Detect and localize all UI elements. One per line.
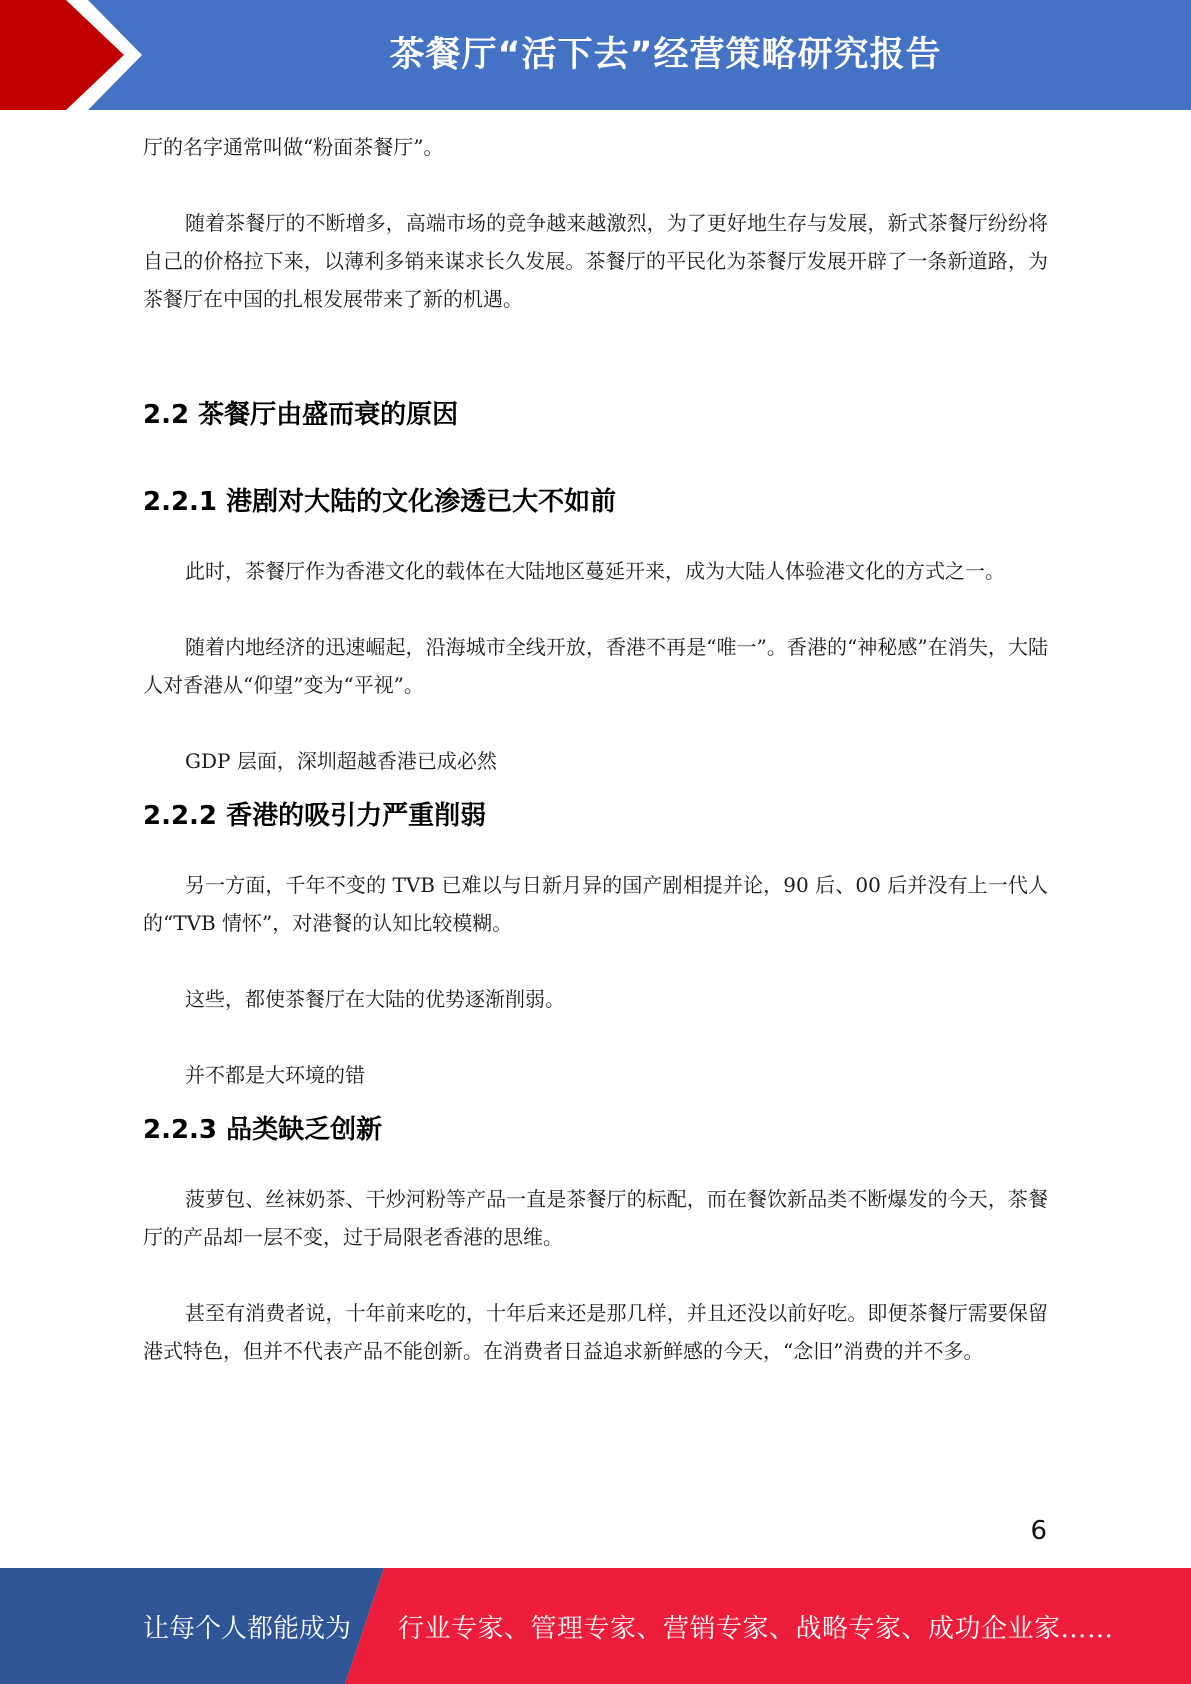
paragraph: 另一方面，千年不变的 TVB 已难以与日新月异的国产剧相提并论，90 后、00 后并没有上一代人的“TVB 情怀”，对港餐的认知比较模糊。 bbox=[143, 873, 1048, 935]
section-heading-2-2-2: 2.2.2 香港的吸引力严重削弱 bbox=[143, 801, 487, 831]
section-heading-2-2: 2.2 茶餐厅由盛而衰的原因 bbox=[143, 400, 459, 430]
section-heading-2-2-1: 2.2.1 港剧对大陆的文化渗透已大不如前 bbox=[143, 487, 617, 517]
paragraph: 此时，茶餐厅作为香港文化的载体在大陆地区蔓延开来，成为大陆人体验港文化的方式之一。 bbox=[185, 559, 1005, 583]
section-heading-2-2-3: 2.2.3 品类缺乏创新 bbox=[143, 1115, 383, 1145]
page-header bbox=[0, 0, 1191, 110]
footer-slogan-left: 让每个人都能成为 bbox=[143, 1613, 352, 1644]
paragraph: 随着茶餐厅的不断增多，高端市场的竞争越来越激烈，为了更好地生存与发展，新式茶餐厅纷纷将自己的价格拉下来，以薄利多销来谋求长久发展。茶餐厅的平民化为茶餐厅发展开辟了一条新道路，为茶餐厅在中国的扎根发展带来了新的机遇。 bbox=[143, 211, 1048, 311]
paragraph: 随着内地经济的迅速崛起，沿海城市全线开放，香港不再是“唯一”。香港的“神秘感”在消失，大陆人对香港从“仰望”变为“平视”。 bbox=[143, 635, 1048, 697]
paragraph: 厅的名字通常叫做“粉面茶餐厅”。 bbox=[143, 135, 444, 159]
paragraph: 菠萝包、丝袜奶茶、干炒河粉等产品一直是茶餐厅的标配，而在餐饮新品类不断爆发的今天，茶餐厅的产品却一层不变，过于局限老香港的思维。 bbox=[143, 1187, 1048, 1249]
header-arrow-decoration bbox=[0, 0, 160, 110]
page-footer bbox=[0, 1568, 1191, 1684]
paragraph: GDP 层面，深圳超越香港已成必然 bbox=[185, 749, 497, 773]
paragraph: 甚至有消费者说，十年前来吃的，十年后来还是那几样，并且还没以前好吃。即便茶餐厅需要保留港式特色，但并不代表产品不能创新。在消费者日益追求新鲜感的今天，“念旧”消费的并不多。 bbox=[143, 1301, 1048, 1363]
page-number: 6 bbox=[1030, 1516, 1047, 1546]
report-title: 茶餐厅“活下去”经营策略研究报告 bbox=[389, 35, 942, 75]
document-body bbox=[143, 128, 1048, 1370]
footer-slogan-right: 行业专家、管理专家、营销专家、战略专家、成功企业家…… bbox=[398, 1613, 1114, 1644]
paragraph: 这些，都使茶餐厅在大陆的优势逐渐削弱。 bbox=[185, 987, 565, 1011]
paragraph: 并不都是大环境的错 bbox=[185, 1063, 365, 1087]
